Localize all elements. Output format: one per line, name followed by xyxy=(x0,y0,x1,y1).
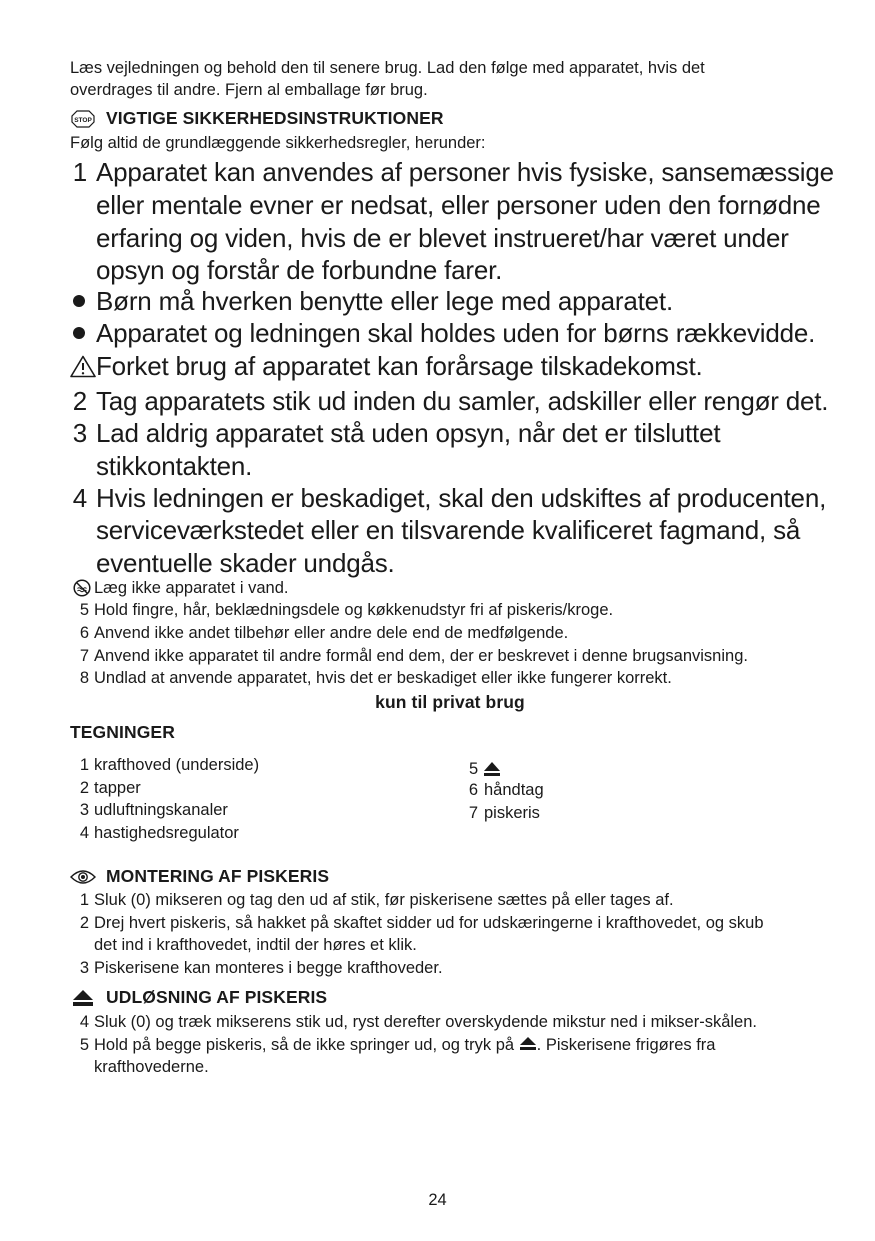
assembly-item-1-text: Sluk (0) mikseren og tag den ud af stik, før piskerisene sættes på eller tages af. xyxy=(94,891,674,909)
no-water-text: Læg ikke apparatet i vand. xyxy=(94,579,289,597)
bullet-1-text: Børn må hverken benytte eller lege med apparatet. xyxy=(96,286,673,316)
item-5-text: Hold fingre, hår, beklædningsdele og køkkenudstyr fri af piskeris/kroge. xyxy=(94,601,614,619)
item-1-line-3: erfaring og viden, hvis de er blevet instrueret/har været under xyxy=(96,223,789,253)
release-item-5-line-2: krafthovederne. xyxy=(94,1058,209,1076)
drawing-item-2-text: tapper xyxy=(94,779,141,797)
item-2-number: 2 xyxy=(72,386,87,416)
item-8-number: 8 xyxy=(79,669,89,687)
drawings-heading: TEGNINGER xyxy=(70,722,175,742)
item-1-line-1: Apparatet kan anvendes af personer hvis fysiske, sansemæssige xyxy=(96,157,834,187)
bullet-icon xyxy=(72,294,86,308)
assembly-item-2-number: 2 xyxy=(79,914,89,932)
drawing-item-1-text: krafthoved (underside) xyxy=(94,756,260,774)
item-5-number: 5 xyxy=(79,601,89,619)
item-3-line-1: Lad aldrig apparatet stå uden opsyn, når det er tilsluttet xyxy=(96,418,721,448)
assembly-item-3-text: Piskerisene kan monteres i begge krafthoveder. xyxy=(94,959,443,977)
assembly-heading: MONTERING AF PISKERIS xyxy=(106,866,330,886)
item-7-text: Anvend ikke apparatet til andre formål end dem, der er beskrevet i denne brugsanvisning. xyxy=(94,647,748,665)
intro-line-2: overdrages til andre. Fjern al emballage før brug. xyxy=(70,81,428,99)
release-item-5-text-after: . Piskerisene frigøres fra xyxy=(536,1036,716,1054)
drawing-item-7-number: 7 xyxy=(468,804,478,822)
bullet-icon xyxy=(72,326,86,340)
drawing-item-1-number: 1 xyxy=(79,756,89,774)
item-8-text: Undlad at anvende apparatet, hvis det er beskadiget eller ikke fungerer korrekt. xyxy=(94,669,672,687)
eject-icon xyxy=(72,989,94,1007)
item-1-number: 1 xyxy=(72,157,87,187)
drawing-item-2-number: 2 xyxy=(79,779,89,797)
eject-icon xyxy=(483,761,501,777)
drawing-item-4-number: 4 xyxy=(79,824,89,842)
stop-icon xyxy=(71,110,95,128)
item-1-line-2: eller mentale evner er nedsat, eller personer uden den fornødne xyxy=(96,190,821,220)
drawing-item-3-number: 3 xyxy=(79,801,89,819)
item-2-text: Tag apparatets stik ud inden du samler, adskiller eller rengør det. xyxy=(96,386,829,416)
assembly-item-2-line-2: det ind i krafthovedet, indtil der høres et klik. xyxy=(94,936,417,954)
item-4-line-1: Hvis ledningen er beskadiget, skal den udskiftes af producenten, xyxy=(96,483,827,513)
item-6-text: Anvend ikke andet tilbehør eller andre dele end de medfølgende. xyxy=(94,624,569,642)
warning-text: Forket brug af apparatet kan forårsage tilskadekomst. xyxy=(96,351,703,381)
item-3-number: 3 xyxy=(72,418,87,448)
drawing-item-4-text: hastighedsregulator xyxy=(94,824,239,842)
release-item-4-number: 4 xyxy=(79,1013,89,1031)
release-item-5-line-1 xyxy=(94,1034,715,1057)
release-item-5-number: 5 xyxy=(79,1036,89,1054)
intro-line-1: Læs vejledningen og behold den til senere brug. Lad den følge med apparatet, hvis det xyxy=(70,59,705,77)
safety-heading: VIGTIGE SIKKERHEDSINSTRUKTIONER xyxy=(106,108,444,128)
item-4-line-3: eventuelle skader undgås. xyxy=(96,548,395,578)
release-heading: UDLØSNING AF PISKERIS xyxy=(106,987,328,1007)
private-use-label: kun til privat brug xyxy=(375,692,525,712)
drawing-item-7-text: piskeris xyxy=(484,804,540,822)
stop-icon-label: STOP xyxy=(74,117,92,124)
item-1-line-4: opsyn og forstår de forbundne farer. xyxy=(96,255,503,285)
assembly-item-1-number: 1 xyxy=(79,891,89,909)
warning-triangle-icon xyxy=(70,355,96,378)
drawing-item-6-text: håndtag xyxy=(484,781,544,799)
drawing-item-5-number: 5 xyxy=(469,760,479,778)
assembly-item-3-number: 3 xyxy=(79,959,89,977)
item-7-number: 7 xyxy=(79,647,89,665)
item-6-number: 6 xyxy=(79,624,89,642)
release-item-4-text: Sluk (0) og træk mikserens stik ud, ryst derefter overskydende mikstur ned i mikser-skålen. xyxy=(94,1013,757,1031)
eye-icon xyxy=(70,868,96,886)
bullet-2-text: Apparatet og ledningen skal holdes uden for børns rækkevidde. xyxy=(96,318,816,348)
drawing-item-6-number: 6 xyxy=(468,781,478,799)
release-item-5-text-before: Hold på begge piskeris, så de ikke springer ud, og tryk på xyxy=(94,1036,519,1054)
no-water-icon xyxy=(73,579,91,597)
item-3-line-2: stikkontakten. xyxy=(96,451,253,481)
safety-subheading: Følg altid de grundlæggende sikkerhedsregler, herunder: xyxy=(70,134,486,152)
item-4-line-2: serviceværkstedet eller en tilsvarende kvalificeret fagmand, så xyxy=(96,515,801,545)
assembly-item-2-line-1: Drej hvert piskeris, så hakket på skaftet sidder ud for udskæringerne i krafthovedet, og skub xyxy=(94,914,764,932)
page-number: 24 xyxy=(428,1191,447,1209)
drawing-item-3-text: udluftningskanaler xyxy=(94,801,228,819)
eject-icon xyxy=(519,1036,537,1051)
item-4-number: 4 xyxy=(72,483,87,513)
